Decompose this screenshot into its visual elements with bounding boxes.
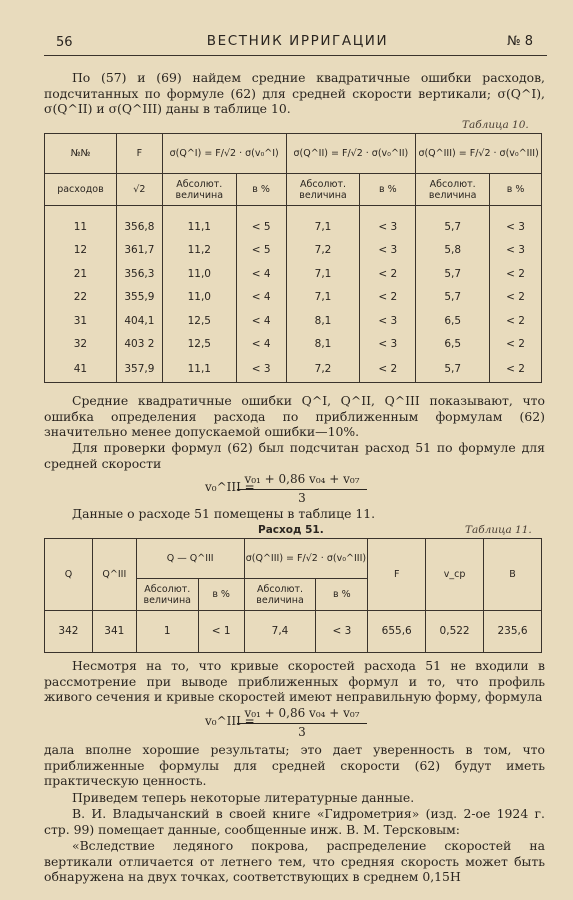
- paragraph-5: Несмотря на то, что кривые скоростей расхода 51 не входили в рассмотрение при выводе приближенных формул и то, что профиль живого сечения и кривые скоростей имеют неправильную форму, формула: [44, 658, 545, 704]
- header-abs: Абсолют. величина: [162, 174, 236, 206]
- formula-numerator: v₀₁ + 0,86 v₀₄ + v₀₇: [244, 472, 360, 486]
- header-pct: в %: [490, 174, 542, 206]
- header-abs: Абсолют. величина: [136, 579, 198, 611]
- formula-denominator: 3: [298, 724, 306, 739]
- formula-2: [205, 706, 385, 740]
- table-row: 41 357,9 11,1 < 3 7,2 < 2 5,7 < 2: [45, 357, 542, 383]
- table-11-title: Расход 51.: [258, 524, 324, 536]
- header-pct: в %: [316, 579, 368, 611]
- table-row: 31 404,1 12,5 < 4 8,1 < 3 6,5 < 2: [45, 310, 542, 334]
- paragraph-6: дала вполне хорошие результаты; это дает уверенность в том, что приближенные формулы для средней скорости (62) будут иметь практическую ценность.: [44, 742, 545, 788]
- paragraph-8: В. И. Владычанский в своей книге «Гидрометрия» (изд. 2-ое 1924 г. стр. 99) помещает данные, сообщенные инж. В. М. Терсковым:: [44, 806, 545, 837]
- formula-fraction: [237, 472, 367, 506]
- paragraph-4: Данные о расходе 51 помещены в таблице 11.: [72, 506, 376, 521]
- header-abs: Абсолют. величина: [416, 174, 490, 206]
- paragraph-7: Приведем теперь некоторые литературные данные.: [72, 790, 415, 805]
- table-row: 22 355,9 11,0 < 4 7,1 < 2 5,7 < 2: [45, 286, 542, 310]
- header-pct: в %: [236, 174, 286, 206]
- header-sigma-q3: σ(Q^III) = F/√2 · σ(v₀^III): [244, 539, 368, 579]
- issue-number: № 8: [507, 34, 533, 49]
- formula-lhs: v₀^III =: [205, 714, 255, 728]
- table-row: 32 403 2 12,5 < 4 8,1 < 3 6,5 < 2: [45, 333, 542, 357]
- journal-title: ВЕСТНИК ИРРИГАЦИИ: [206, 33, 389, 49]
- header-vcp: v_ср: [426, 539, 484, 611]
- header-rule: [44, 55, 547, 56]
- table-10: [44, 133, 542, 383]
- header-no-sub: расходов: [45, 174, 117, 206]
- table-11-caption: Таблица 11.: [465, 524, 532, 536]
- paragraph-3: Для проверки формул (62) был подсчитан расход 51 по формуле для средней скорости: [44, 440, 545, 471]
- paragraph-1: По (57) и (69) найдем средние квадратичные ошибки расходов, подсчитанных по формуле (62) для средней скорости вертикали; σ(Q^I), σ(Q^II) и σ(Q^III) даны в таблице 10.: [44, 70, 545, 116]
- header-pct: в %: [360, 174, 416, 206]
- page-header: [52, 33, 543, 53]
- table-10-caption: Таблица 10.: [462, 119, 529, 131]
- header-sigma-q3: σ(Q^III) = F/√2 · σ(v₀^III): [416, 134, 542, 174]
- header-q-minus-q3: Q — Q^III: [136, 539, 244, 579]
- header-q3: Q^III: [92, 539, 136, 611]
- header-no: №№: [45, 134, 117, 174]
- header-f: F: [116, 134, 162, 174]
- table-row: 342 341 1 < 1 7,4 < 3 655,6 0,522 235,6: [45, 611, 542, 653]
- formula-lhs: v₀^III =: [205, 480, 255, 494]
- table-11: [44, 538, 542, 653]
- header-f: F: [368, 539, 426, 611]
- header-f-sub: √2: [116, 174, 162, 206]
- header-sigma-q2: σ(Q^II) = F/√2 · σ(v₀^II): [286, 134, 416, 174]
- header-abs: Абсолют. величина: [244, 579, 316, 611]
- fraction-bar: [237, 489, 367, 490]
- header-sigma-q1: σ(Q^I) = F/√2 · σ(v₀^I): [162, 134, 286, 174]
- fraction-bar: [237, 723, 367, 724]
- formula-numerator: v₀₁ + 0,86 v₀₄ + v₀₇: [244, 706, 360, 720]
- header-abs: Абсолют. величина: [286, 174, 360, 206]
- header-pct: в %: [198, 579, 244, 611]
- paragraph-2: Средние квадратичные ошибки Q^I, Q^II, Q^III показывают, что ошибка определения расхода по приближенным формулам (62) значительно менее допускаемой ошибки—10%.: [44, 393, 545, 439]
- table-row: 12 361,7 11,2 < 5 7,2 < 3 5,8 < 3: [45, 239, 542, 263]
- header-q: Q: [45, 539, 93, 611]
- formula-denominator: 3: [298, 490, 306, 505]
- formula-fraction: [237, 706, 367, 740]
- paragraph-9: «Вследствие ледяного покрова, распределение скоростей на вертикали отличается от летнего тем, что средняя скорость может быть обнаружена на двух точках, соответствующих в среднем 0,15Н: [44, 838, 545, 884]
- table-row: 21 356,3 11,0 < 4 7,1 < 2 5,7 < 2: [45, 263, 542, 287]
- header-b: B: [484, 539, 542, 611]
- table-row: 11 356,8 11,1 < 5 7,1 < 3 5,7 < 3: [45, 216, 542, 240]
- page-number: 56: [56, 35, 73, 50]
- formula-1: [205, 472, 385, 506]
